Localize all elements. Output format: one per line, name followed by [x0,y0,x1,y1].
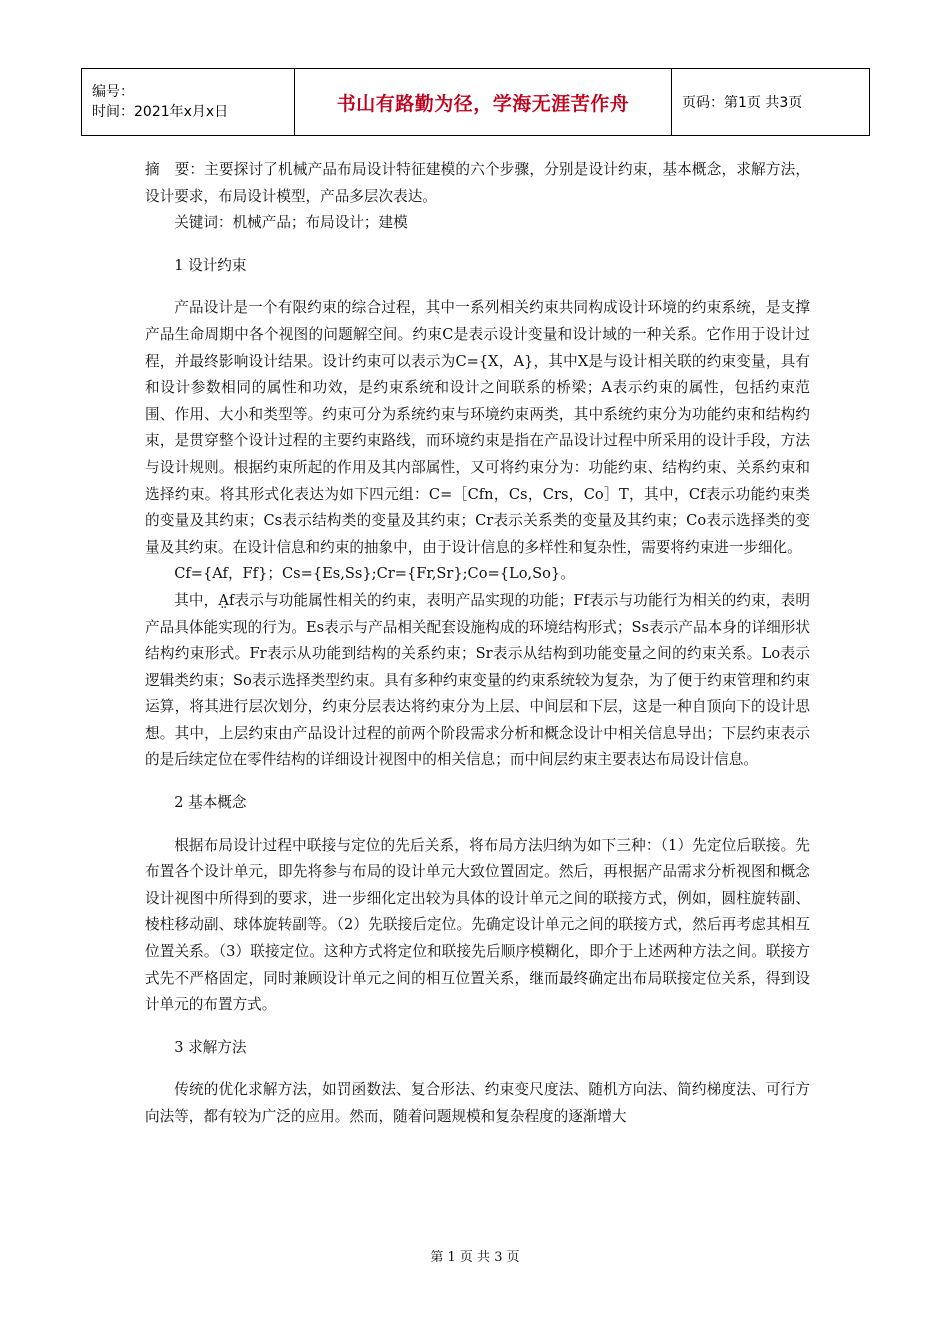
section-1-title: 1 设计约束 [174,256,247,274]
keywords: 关键词：机械产品；布局设计；建模 [174,214,408,232]
header-motto: 书山有路勤为径，学海无涯苦作舟 [295,69,672,136]
document-body [145,157,810,1131]
page-footer: 第 1 页 共 3 页 [430,1250,520,1265]
abstract: 摘 要：主要探讨了机械产品布局设计特征建模的六个步骤，分别是设计约束，基本概念，求解方法，设计要求，布局设计模型，产品多层次表达。 [145,161,810,205]
section-2-title: 2 基本概念 [174,794,247,812]
header-page-info: 页码：第1页 共3页 [672,69,870,136]
document-number-label: 编号： [92,84,134,100]
header-table [81,68,870,136]
section-1-formula: Cf={Af，Ff}；Cs={Es,Ss};Cr={Fr,Sr};Co={Lo,So}。 [174,565,575,583]
document-date-label: 时间：2021年x月x日 [92,104,229,120]
header-meta-cell [82,69,295,136]
section-1-paragraph-2: 其中，A̤f表示与功能属性相关的约束，表明产品实现的功能；Ff表示与功能行为相关的约束，表明产品具体能实现的行为。Es表示与产品相关配套设施构成的环境结构形式；Ss表示产品本身的详细形状结构约束形式。Fr表示从功能到结构的关系约束；Sr表示从结构到功能变量之间的约束关系。Lo表示逻辑类约束；So表示选择类型约束。具有多种约束变量的约束系统较为复杂，为了便于约束管理和约束运算，将其进行层次划分，约束分层表达将约束分为上层、中间层和下层，这是一种自顶向下的设计思想。其中，上层约束由产品设计过程的前两个阶段需求分析和概念设计中相关信息导出；下层约束表示的是后续定位在零件结构的详细设计视图中的相关信息；而中间层约束主要表达布局设计信息。 [145,591,810,769]
section-3-title: 3 求解方法 [174,1038,247,1056]
section-1-paragraph-1: 产品设计是一个有限约束的综合过程，其中一系列相关约束共同构成设计环境的约束系统，是支撑产品生命周期中各个视图的问题解空间。约束C是表示设计变量和设计域的一种关系。它作用于设计过程，并最终影响设计结果。设计约束可以表示为C={X，A}，其中X是与设计相关联的约束变量，具有和设计参数相同的属性和功效，是约束系统和设计之间联系的桥梁；A表示约束的属性，包括约束范围、作用、大小和类型等。约束可分为系统约束与环境约束两类，其中系统约束分为功能约束和结构约束，是贯穿整个设计过程的主要约束路线，而环境约束是指在产品设计过程中所采用的设计手段，方法与设计规则。根据约束所起的作用及其内部属性，又可将约束分为：功能约束、结构约束、关系约束和选择约束。将其形式化表达为如下四元组：C=［Cfn，Cs，Crs，Co］T，其中，Cf表示功能约束类的变量及其约束；Cs表示结构类的变量及其约束；Cr表示关系类的变量及其约束；Co表示选择类的变量及其约束。在设计信息和约束的抽象中，由于设计信息的多样性和复杂性，需要将约束进一步细化。 [145,299,810,556]
section-3-paragraph-1: 传统的优化求解方法，如罚函数法、复合形法、约束变尺度法、随机方向法、简约梯度法、可行方向法等，都有较为广泛的应用。然而，随着问题规模和复杂程度的逐渐增大 [145,1081,810,1125]
section-2-paragraph-1: 根据布局设计过程中联接与定位的先后关系，将布局方法归纳为如下三种：（1）先定位后联接。先布置各个设计单元，即先将参与布局的设计单元大致位置固定。然后，再根据产品需求分析视图和概念设计视图中所得到的要求，进一步细化定出较为具体的设计单元之间的联接方式，例如，圆柱旋转副、棱柱移动副、球体旋转副等。（2）先联接后定位。先确定设计单元之间的联接方式，然后再考虑其相互位置关系。（3）联接定位。这种方式将定位和联接先后顺序模糊化，即介于上述两种方法之间。联接方式先不严格固定，同时兼顾设计单元之间的相互位置关系，继而最终确定出布局联接定位关系，得到设计单元的布置方式。 [145,836,810,1014]
